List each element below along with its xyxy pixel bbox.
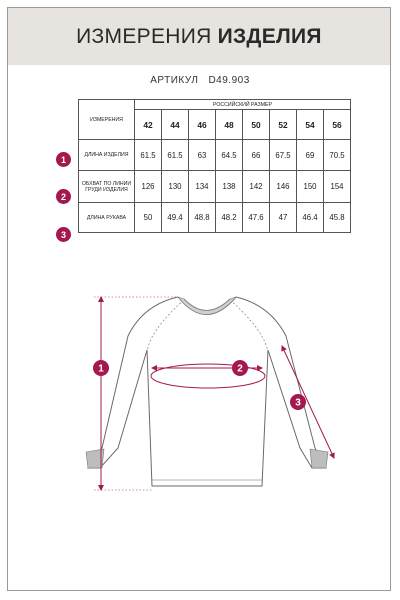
table-cell: 69 [297,140,324,171]
size-group-header: РОССИЙСКИЙ РАЗМЕР [135,100,351,110]
table-cell: 138 [216,171,243,203]
size-header: 48 [216,110,243,140]
table-cell: 142 [243,171,270,203]
marker-label: 3 [295,397,301,409]
table-cell: 61.5 [135,140,162,171]
cuff-ribbing [86,449,328,468]
table-cell: 70.5 [324,140,351,171]
measurement-header: ИЗМЕРЕНИЯ [79,100,135,140]
table-cell: 66 [243,140,270,171]
diagram-marker-1 [93,360,109,376]
size-header: 54 [297,110,324,140]
table-cell: 61.5 [162,140,189,171]
table-cell: 64.5 [216,140,243,171]
table-cell: 146 [270,171,297,203]
table-cell: 134 [189,171,216,203]
measure-sleeve [282,346,334,458]
marker-label: 2 [237,363,243,375]
table-cell: 150 [297,171,324,203]
table-cell: 47 [270,203,297,233]
size-header: 50 [243,110,270,140]
size-header: 46 [189,110,216,140]
size-header: 52 [270,110,297,140]
row-label: ДЛИНА РУКАВА [79,203,135,233]
diagram-marker-3 [290,394,306,410]
row-number-badge: 3 [56,227,71,242]
table-cell: 154 [324,171,351,203]
row-label: ДЛИНА ИЗДЕЛИЯ [79,140,135,171]
size-header: 44 [162,110,189,140]
table-cell: 130 [162,171,189,203]
marker-label: 1 [98,363,104,375]
body-outline [147,350,268,486]
diagram-marker-2 [232,360,248,376]
title-light: ИЗМЕРЕНИЯ [76,24,212,48]
article-code: D49.903 [208,75,250,86]
table-cell: 50 [135,203,162,233]
table-cell: 49.4 [162,203,189,233]
size-header: 56 [324,110,351,140]
table-cell: 47.6 [243,203,270,233]
table-cell: 63 [189,140,216,171]
table-cell: 48.2 [216,203,243,233]
size-header: 42 [135,110,162,140]
table-cell: 46.4 [297,203,324,233]
collar-ribbing [178,297,236,315]
row-number-badge: 2 [56,189,71,204]
row-number-badge: 1 [56,152,71,167]
table-cell: 48.8 [189,203,216,233]
table-cell: 67.5 [270,140,297,171]
right-sleeve [236,297,326,468]
sweater-outline [88,297,327,486]
right-cuff [310,449,328,468]
table-cell: 45.8 [324,203,351,233]
article-label: АРТИКУЛ [150,75,199,86]
title-bold: ИЗДЕЛИЯ [217,24,322,48]
table-cell: 126 [135,171,162,203]
row-label: ОБХВАТ ПО ЛИНИИ ГРУДИ ИЗДЕЛИЯ [79,171,135,203]
